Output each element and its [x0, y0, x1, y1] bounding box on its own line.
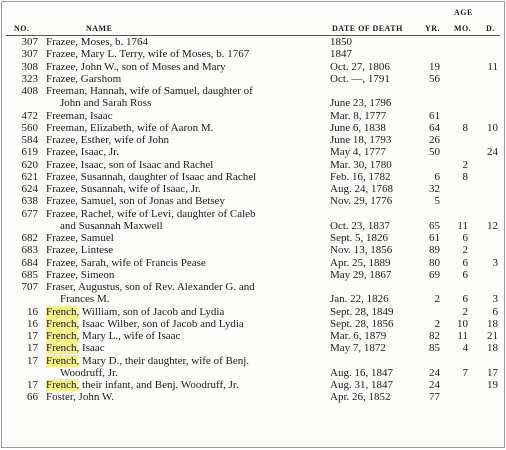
record-name-text: , Isaac Wilber, son of Jacob and Lydia: [76, 317, 244, 330]
record-name-text: Freeman, Elizabeth, wife of Aaron M.: [46, 121, 214, 134]
header-no: NO.: [14, 24, 30, 33]
record-row: [2, 232, 504, 244]
record-number: 16: [27, 317, 38, 330]
header-d: D.: [486, 24, 495, 33]
record-age-years: 77: [429, 391, 440, 404]
record-row-continuation: [2, 220, 504, 232]
record-age-years: 2: [434, 317, 440, 330]
record-age-days: 19: [487, 379, 498, 391]
highlighted-surname: French: [46, 330, 77, 342]
record-row: [2, 171, 504, 183]
record-name: [46, 257, 206, 269]
record-date: Mar. 30, 1780: [330, 158, 392, 171]
record-date: Jan. 22, 1826: [330, 293, 389, 306]
record-name: [46, 306, 224, 318]
record-name: [46, 61, 226, 73]
record-date: Oct. —, 1791: [330, 72, 390, 85]
record-number: 66: [27, 391, 38, 404]
record-name-text: , Isaac: [76, 342, 105, 355]
record-age-years: 19: [429, 60, 440, 73]
record-age-months: 11: [457, 219, 468, 232]
record-row: [2, 73, 504, 85]
record-date: May 29, 1867: [330, 268, 392, 281]
record-row: [2, 208, 504, 220]
record-age-days: 18: [487, 317, 498, 330]
record-age-months: 6: [462, 256, 468, 269]
record-number: 685: [21, 268, 38, 281]
record-age-days: 11: [487, 60, 498, 73]
highlighted-surname: French: [46, 317, 77, 330]
record-row: [2, 159, 504, 171]
record-list: [2, 36, 504, 404]
record-name: [46, 330, 180, 342]
record-age-months: 2: [462, 244, 468, 257]
record-age-months: 8: [462, 170, 468, 183]
record-age-days: 3: [492, 293, 498, 306]
record-name: [46, 110, 113, 122]
highlighted-surname: French: [46, 379, 77, 391]
record-number: 684: [21, 256, 38, 269]
record-age-years: 2: [434, 293, 440, 306]
record-name-text: Freeman, Isaac: [46, 109, 113, 122]
record-date: Nov. 13, 1856: [330, 244, 393, 257]
record-name: [46, 122, 213, 134]
record-name-text: Frazee, Rachel, wife of Levi, daughter of Caleb: [46, 207, 256, 220]
record-date: May 4, 1777: [330, 146, 386, 159]
record-name: [46, 244, 113, 256]
record-age-months: 4: [462, 342, 468, 355]
record-row: [2, 257, 504, 269]
record-age-years: 56: [429, 72, 440, 85]
record-row: [2, 269, 504, 281]
record-name-text: Frazee, Esther, wife of John: [46, 134, 169, 146]
record-age-years: 61: [429, 232, 440, 244]
record-name: [46, 391, 114, 403]
record-date: 1847: [330, 48, 352, 61]
record-row-continuation: [2, 367, 504, 379]
record-age-years: 80: [429, 256, 440, 269]
record-age-years: 69: [429, 268, 440, 281]
record-age-months: 6: [462, 293, 468, 306]
record-number: 621: [21, 170, 38, 183]
highlighted-surname: French: [46, 342, 77, 355]
record-number: 17: [27, 330, 38, 342]
record-name: [46, 146, 119, 158]
header-age: AGE: [454, 8, 473, 17]
record-age-months: 2: [462, 305, 468, 318]
record-number: 307: [21, 36, 38, 48]
record-number: 624: [21, 183, 38, 195]
record-name: [46, 85, 253, 97]
record-age-years: 6: [434, 170, 440, 183]
record-name: [46, 48, 249, 60]
cemetery-record-page: [1, 1, 505, 448]
record-number: 408: [21, 85, 38, 97]
header-date: DATE OF DEATH: [332, 24, 403, 33]
record-age-days: 3: [492, 256, 498, 269]
record-age-days: 6: [492, 305, 498, 318]
record-number: 619: [21, 146, 38, 159]
record-row: [2, 355, 504, 367]
record-number: 17: [27, 342, 38, 355]
header-mo: MO.: [454, 24, 472, 33]
record-name: [46, 208, 256, 220]
record-row: [2, 379, 504, 391]
record-name-text: Frazee, Lintese: [46, 244, 114, 257]
record-row: [2, 122, 504, 134]
record-number: 472: [21, 109, 38, 122]
record-name: [46, 134, 169, 146]
record-date: 1850: [330, 36, 352, 48]
record-row: [2, 342, 504, 354]
record-name: [46, 171, 256, 183]
record-number: 584: [21, 134, 38, 146]
record-number: 683: [21, 244, 38, 257]
record-name-text: Frazee, Isaac, son of Isaac and Rachel: [46, 158, 214, 171]
record-date: Apr. 25, 1889: [330, 256, 391, 269]
record-age-years: 24: [429, 379, 440, 391]
record-name: [46, 183, 201, 195]
record-number: 707: [21, 281, 38, 293]
record-number: 638: [21, 195, 38, 208]
record-age-months: 11: [457, 330, 468, 342]
record-name-text: , Mary D., their daughter, wife of Benj.: [76, 354, 250, 367]
record-name-text: Freeman, Hannah, wife of Samuel, daughter of: [46, 85, 253, 97]
record-name-text: Frazee, Isaac, Jr.: [46, 146, 119, 159]
record-age-years: 5: [434, 195, 440, 208]
record-name-text: Frazee, Simeon: [46, 268, 115, 281]
record-name: [46, 355, 249, 367]
record-age-days: 10: [487, 121, 498, 134]
record-date: Sept. 5, 1826: [330, 232, 389, 244]
record-name: [46, 342, 105, 354]
record-age-years: 89: [429, 244, 440, 257]
record-name: [46, 379, 239, 391]
record-date: Nov. 29, 1776: [330, 195, 393, 208]
record-age-months: 10: [457, 317, 468, 330]
record-number: 17: [27, 354, 38, 367]
record-date: May 7, 1872: [330, 342, 386, 355]
record-age-months: 8: [462, 121, 468, 134]
record-age-years: 32: [429, 183, 440, 195]
record-row: [2, 110, 504, 122]
record-date: Oct. 23, 1837: [330, 219, 390, 232]
record-row: [2, 61, 504, 73]
record-date: Oct. 27, 1806: [330, 60, 390, 73]
record-name-continuation: John and Sarah Ross: [60, 97, 152, 110]
record-age-years: 85: [429, 342, 440, 355]
record-name-text: Frazee, Mary L. Terry, wife of Moses, b. 1767: [46, 48, 250, 61]
record-name-text: Frazee, Samuel, son of Jonas and Betsey: [46, 195, 226, 208]
record-number: 307: [21, 48, 38, 61]
record-date: Aug. 16, 1847: [330, 366, 393, 379]
highlighted-surname: French: [46, 305, 77, 318]
record-date: Mar. 8, 1777: [330, 109, 387, 122]
record-row-continuation: [2, 97, 504, 109]
record-name-text: , their infant, and Benj. Woodruff, Jr.: [76, 379, 239, 391]
record-age-years: 82: [429, 330, 440, 342]
record-date: June 6, 1838: [330, 121, 386, 134]
record-age-days: 17: [487, 366, 498, 379]
header-name: NAME: [86, 24, 113, 33]
record-age-days: 12: [487, 219, 498, 232]
record-age-days: 18: [487, 342, 498, 355]
record-date: Sept. 28, 1856: [330, 317, 394, 330]
record-age-months: 2: [462, 158, 468, 171]
record-row: [2, 183, 504, 195]
record-age-years: 64: [429, 121, 440, 134]
record-name: [46, 159, 213, 171]
record-date: Aug. 31, 1847: [330, 379, 393, 391]
record-name: [46, 36, 148, 48]
record-row: [2, 146, 504, 158]
record-age-years: 65: [429, 219, 440, 232]
record-name: [46, 318, 244, 330]
record-name-text: Frazee, Samuel: [46, 232, 114, 244]
record-number: 677: [21, 207, 38, 220]
record-age-years: 61: [429, 109, 440, 122]
record-number: 323: [21, 72, 38, 85]
record-name-text: Frazee, Garshom: [46, 72, 122, 85]
record-date: Aug. 24, 1768: [330, 183, 393, 195]
record-date: Mar. 6, 1879: [330, 330, 387, 342]
record-row: [2, 306, 504, 318]
record-number: 620: [21, 158, 38, 171]
record-number: 17: [27, 379, 38, 391]
record-name: [46, 269, 114, 281]
record-date: Apr. 26, 1852: [330, 391, 391, 404]
record-date: Feb. 16, 1782: [330, 170, 391, 183]
record-name-text: Frazee, Susannah, daughter of Isaac and Rachel: [46, 170, 257, 183]
record-row: [2, 318, 504, 330]
record-age-years: 50: [429, 146, 440, 159]
record-name: [46, 281, 255, 293]
record-age-months: 6: [462, 232, 468, 244]
record-number: 308: [21, 60, 38, 73]
record-age-months: 6: [462, 268, 468, 281]
record-name-text: Frazee, John W., son of Moses and Mary: [46, 60, 226, 73]
record-row: [2, 134, 504, 146]
record-row: [2, 391, 504, 403]
record-name-text: Frazee, Moses, b. 1764: [46, 36, 149, 48]
record-name-text: , William, son of Jacob and Lydia: [76, 305, 225, 318]
record-name: [46, 73, 121, 85]
record-date: June 18, 1793: [330, 134, 392, 146]
record-name-continuation: Frances M.: [60, 293, 110, 306]
record-name-text: Foster, John W.: [46, 391, 115, 404]
record-row: [2, 36, 504, 48]
record-name-text: Frazee, Susannah, wife of Isaac, Jr.: [46, 183, 201, 195]
record-number: 560: [21, 121, 38, 134]
record-name-text: Frazee, Sarah, wife of Francis Pease: [46, 256, 206, 269]
record-row: [2, 85, 504, 97]
record-age-days: 24: [487, 146, 498, 159]
record-name-continuation: and Susannah Maxwell: [60, 219, 163, 232]
record-name-text: Fraser, Augustus, son of Rev. Alexander G. and: [46, 281, 255, 293]
record-row: [2, 244, 504, 256]
record-age-days: 21: [487, 330, 498, 342]
record-age-years: 24: [429, 366, 440, 379]
record-row: [2, 48, 504, 60]
record-date: Sept. 28, 1849: [330, 305, 394, 318]
record-row: [2, 195, 504, 207]
record-name-continuation: Woodruff, Jr.: [60, 366, 118, 379]
record-name: [46, 232, 114, 244]
record-name: [46, 195, 225, 207]
record-row: [2, 330, 504, 342]
record-row-continuation: [2, 293, 504, 305]
record-date: June 23, 1796: [330, 97, 392, 110]
record-row: [2, 281, 504, 293]
header-yr: YR.: [425, 24, 441, 33]
column-header: [2, 2, 504, 34]
record-name-text: , Mary L., wife of Isaac: [76, 330, 181, 342]
record-age-years: 26: [429, 134, 440, 146]
highlighted-surname: French: [46, 354, 77, 367]
record-number: 682: [21, 232, 38, 244]
record-number: 16: [27, 305, 38, 318]
record-age-months: 7: [462, 366, 468, 379]
